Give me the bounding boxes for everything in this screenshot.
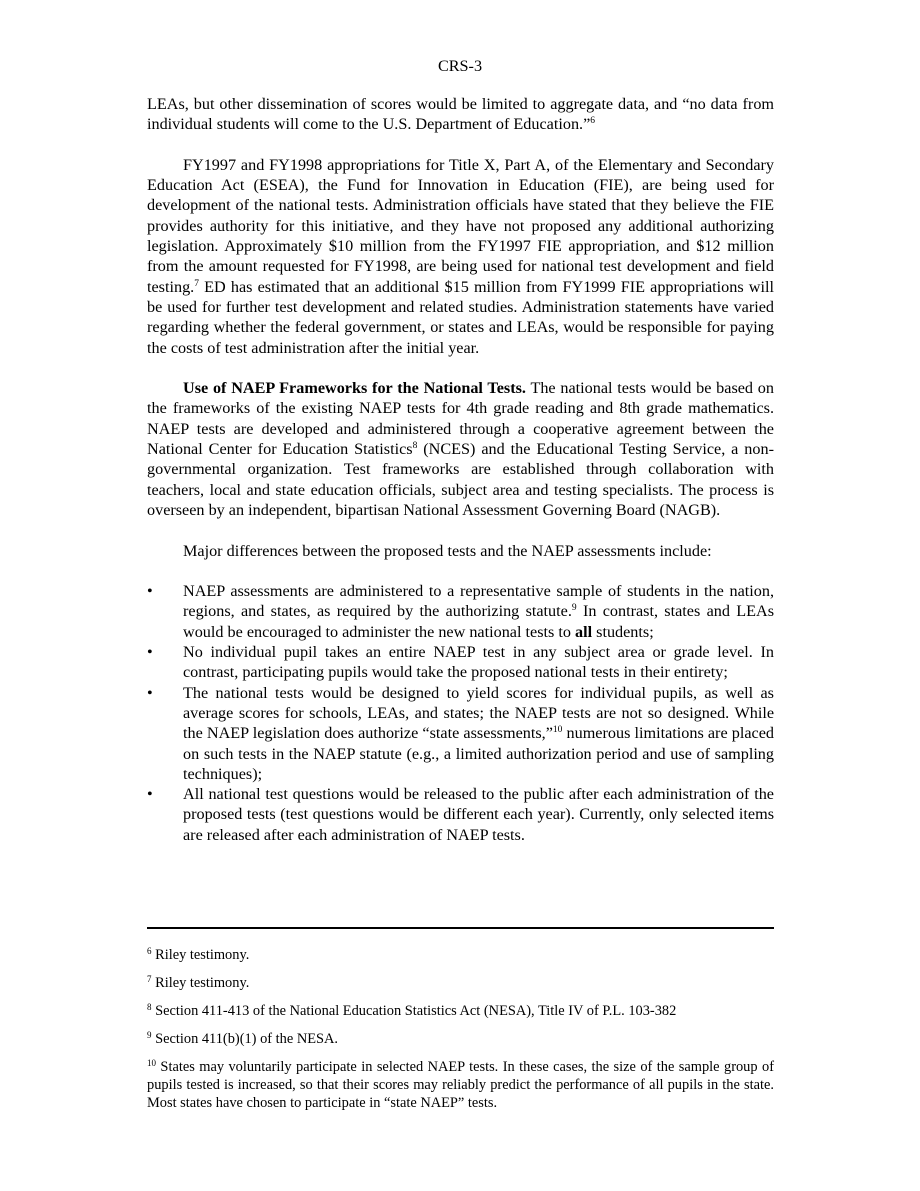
footnote [147,1030,774,1048]
paragraph-text: The national tests would be based on the frameworks of the existing NAEP tests for 4th grade reading and 8th grade mathematics. NAEP tests are developed and administered through a cooperative agreement between the National Center for Education Statistics [147,379,774,459]
list-item-text: numerous limitations are placed on such tests in the NAEP statute (e.g., a limited authorization period and use of sampling techniques); [183,724,775,783]
list-item [147,642,774,683]
footnote-text: Riley testimony. [151,947,250,963]
bullet-icon: • [147,683,153,702]
footnote-ref-10: 10 [552,725,563,736]
page-header: CRS-3 [437,57,483,75]
footnote-number: 9 [147,1030,152,1040]
footnote-ref-7: 7 [194,278,199,289]
footnote-ref-9: 9 [571,603,577,614]
footnotes [147,946,774,1122]
list-item-text: No individual pupil takes an entire NAEP test in any subject area or grade level. In contrast, participating pupils would take the proposed national tests in their entirety; [183,643,774,682]
differences-list [147,581,774,845]
list-item-text: All national test questions would be released to the public after each administration of the proposed tests (test questions would be different each year). Currently, only selected items are released after each administration of NAEP tests. [183,785,774,844]
paragraph-differences-intro [147,541,774,561]
footnote-number: 8 [147,1002,152,1012]
list-item-text: NAEP assessments are administered to a representative sample of students in the nation, regions, and states, as required by the authorizing statute. [183,582,774,621]
footnote [147,946,774,964]
footnote-ref-8: 8 [412,441,418,452]
footnote-separator [147,927,774,929]
bullet-icon: • [147,785,153,804]
paragraph-text: LEAs, but other dissemination of scores would be limited to aggregate data, and “no data from individual students will come to the U.S. Department of Education.” [147,95,774,134]
footnote-number: 6 [147,946,152,956]
list-item-text: The national tests would be designed to yield scores for individual pupils, as well as average scores for schools, LEAs, and states; the NAEP tests are not so designed. While the NAEP legislation does authorize “state assessments,” [183,683,774,743]
list-item [147,581,774,642]
list-item [147,683,774,784]
footnote [147,1058,774,1112]
list-item-text: In contrast, states and LEAs would be encouraged to administer the new national tests to [183,602,775,641]
paragraph-text: FY1997 and FY1998 appropriations for Title X, Part A, of the Elementary and Secondary Education Act (ESEA), the Fund for Innovation in Education (FIE), are being used for development of the national tests. Administration officials have stated that they believe the FIE provides authority for this initiative, and they have not proposed any additional authorizing legislation. Approximately $10 million from the FY1997 FIE appropriation, and $12 million from the amount requested for FY1998, are being used for national test development and field testing. [147,155,774,296]
page-body [147,94,774,845]
paragraph-text: Major differences between the proposed tests and the NAEP assessments include: [183,541,712,560]
footnote-number: 7 [147,974,152,984]
emphasis-text: all [575,622,593,641]
footnote-text: Section 411(b)(1) of the NESA. [151,1031,339,1047]
paragraph-naep-frameworks [147,378,774,520]
footnote-number: 10 [147,1058,156,1068]
footnote-text: Section 411-413 of the National Education Statistics Act (NESA), Title IV of P.L. 103-382 [151,1003,677,1019]
footnote [147,1002,774,1020]
list-item [147,784,774,845]
footnote [147,974,774,992]
paragraph-funding [147,155,774,358]
section-run-in-heading: Use of NAEP Frameworks for the National Tests. [183,379,526,398]
footnote-text: States may voluntarily participate in selected NAEP tests. In these cases, the size of the sample group of pupils tested is increased, so that their scores may reliably predict the performance of all pupils in the state. Most states have chosen to participate in “state NAEP” tests. [147,1059,774,1111]
paragraph-text: (NCES) and the Educational Testing Service, a non-governmental organization. Test frameworks are established through collaboration with teachers, local and state education officials, subject area and testing specialists. The process is overseen by an independent, bipartisan National Assessment Governing Board (NAGB). [147,440,774,519]
paragraph-text: ED has estimated that an additional $15 million from FY1999 FIE appropriations will be used for further test development and related studies. Administration statements have varied regarding whether the federal government, or states and LEAs, would be responsible for paying the costs of test administration after the initial year. [147,277,774,357]
footnote-ref-6: 6 [590,116,596,127]
list-item-text: students; [592,622,654,641]
bullet-icon: • [147,582,153,601]
paragraph-continuation [147,94,774,135]
footnote-text: Riley testimony. [151,975,250,991]
bullet-icon: • [147,643,153,662]
